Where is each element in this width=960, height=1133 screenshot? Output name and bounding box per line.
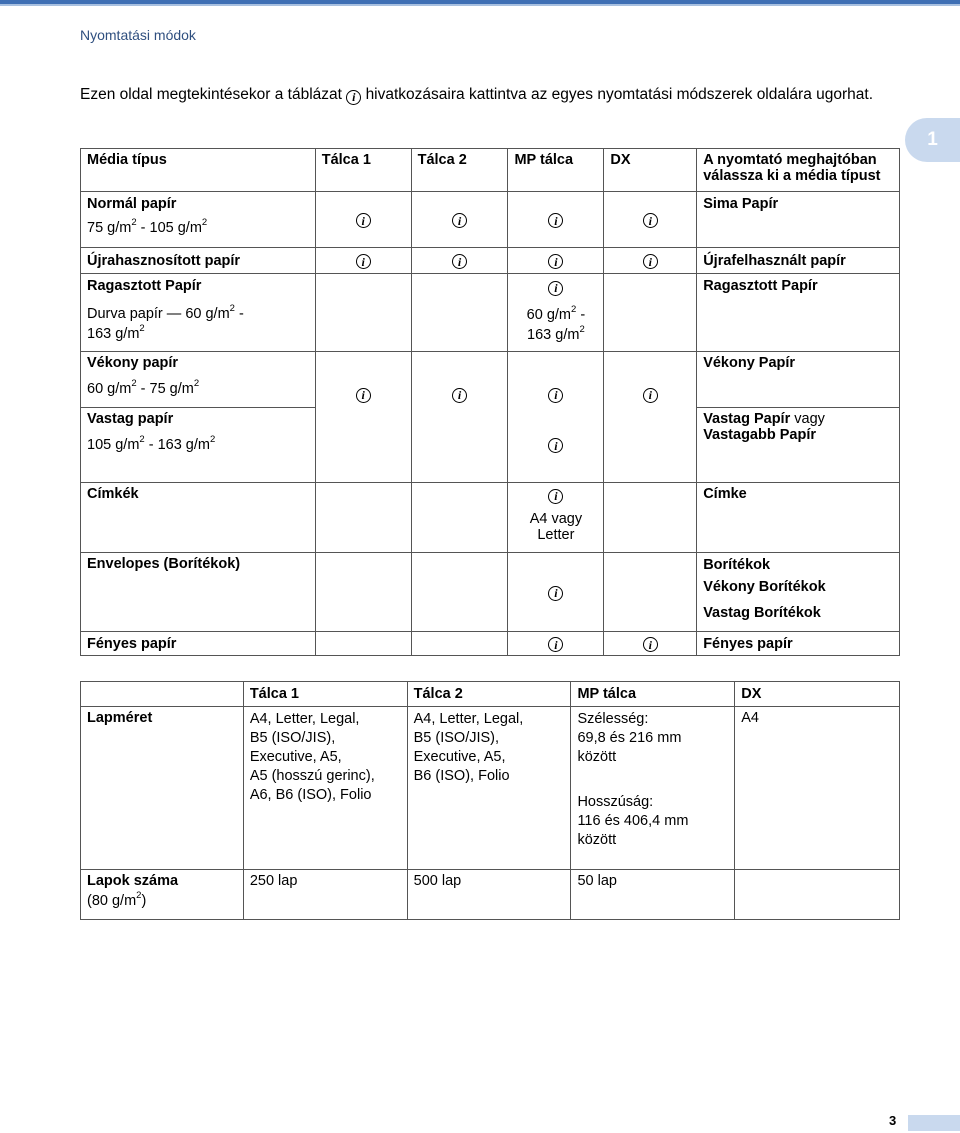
thick-weight: 105 $g/m^2 - 163$ $g/m^2$ bbox=[87, 434, 216, 453]
rough-mp-l1: 60 $g/m^2$ - bbox=[526, 303, 586, 323]
labels-driver: Címke bbox=[697, 483, 900, 553]
envelopes-driver-l1: Borítékok bbox=[703, 557, 771, 573]
paper-size-dx: A4 bbox=[735, 707, 900, 870]
envelopes-driver-l3: Vastag Borítékok bbox=[703, 605, 821, 621]
plain-mp[interactable] bbox=[508, 192, 604, 248]
col-tray1: Tálca 1 bbox=[315, 149, 411, 192]
row-plain-name bbox=[81, 192, 316, 248]
thick-driver-l1: Vastag Papír vagy bbox=[703, 411, 825, 427]
envelopes-tray1 bbox=[315, 553, 411, 632]
labels-mp[interactable] bbox=[508, 483, 604, 553]
table-row bbox=[81, 248, 900, 274]
glossy-driver: Fényes papír bbox=[697, 632, 900, 656]
sheets-tray1: 250 lap bbox=[243, 870, 407, 920]
table-row bbox=[81, 483, 900, 553]
paper-size-tray1 bbox=[243, 707, 407, 870]
info-icon[interactable] bbox=[548, 254, 563, 269]
glossy-tray2 bbox=[411, 632, 508, 656]
sheets-dx bbox=[735, 870, 900, 920]
envelopes-dx bbox=[604, 553, 697, 632]
bond-dx bbox=[604, 274, 697, 352]
info-icon[interactable] bbox=[643, 388, 658, 403]
glossy-name: Fényes papír bbox=[81, 632, 316, 656]
col-driver-l1: A nyomtató meghajtóban bbox=[703, 152, 877, 168]
section-title: Nyomtatási módok bbox=[80, 27, 196, 43]
table-row bbox=[81, 870, 900, 920]
plain-dx[interactable] bbox=[604, 192, 697, 248]
recycled-driver: Újrafelhasznált papír bbox=[697, 248, 900, 274]
info-icon[interactable] bbox=[356, 213, 371, 228]
thin-tray1[interactable] bbox=[315, 352, 411, 408]
labels-tray1 bbox=[315, 483, 411, 553]
intro-part1: Ezen oldal megtekintésekor a táblázat bbox=[80, 86, 342, 103]
thin-name bbox=[81, 352, 316, 408]
plain-weight: 75 $g/m^2 - 105$ $g/m^2$ bbox=[87, 217, 208, 236]
page-tab-bar bbox=[908, 1115, 960, 1131]
sheets-tray2: 500 lap bbox=[407, 870, 571, 920]
table-row bbox=[81, 707, 900, 870]
envelopes-tray2 bbox=[411, 553, 508, 632]
envelopes-driver-l2: Vékony Borítékok bbox=[703, 579, 826, 595]
col-empty bbox=[81, 682, 244, 707]
col-media: Média típus bbox=[81, 149, 316, 192]
rough-line2: 163 $g/m^2$ bbox=[87, 323, 145, 342]
list-item: Szélesség: bbox=[577, 711, 649, 727]
envelopes-driver bbox=[697, 553, 900, 632]
recycled-name: Újrahasznosított papír bbox=[81, 248, 316, 274]
sheets-label: Lapok száma bbox=[87, 873, 179, 889]
thin-tray2[interactable] bbox=[411, 352, 508, 408]
list-item: között bbox=[577, 832, 617, 848]
list-item: B5 (ISO/JIS), bbox=[249, 730, 336, 746]
col-mp: MP tálca bbox=[571, 682, 735, 707]
col-mp: MP tálca bbox=[508, 149, 604, 192]
info-icon[interactable] bbox=[548, 489, 563, 504]
thin-label: Vékony papír bbox=[87, 355, 179, 371]
list-item: között bbox=[577, 749, 617, 765]
bond-tray2 bbox=[411, 274, 508, 352]
info-icon[interactable] bbox=[548, 388, 563, 403]
bond-name bbox=[81, 274, 316, 352]
glossy-tray1 bbox=[315, 632, 411, 656]
info-icon[interactable] bbox=[643, 254, 658, 269]
table-row bbox=[81, 408, 900, 483]
glossy-dx[interactable] bbox=[604, 632, 697, 656]
paper-size-tray2 bbox=[407, 707, 571, 870]
table-row bbox=[81, 352, 900, 408]
col-tray2: Tálca 2 bbox=[411, 149, 508, 192]
info-icon[interactable] bbox=[452, 213, 467, 228]
list-spacer bbox=[577, 767, 728, 793]
recycled-dx[interactable] bbox=[604, 248, 697, 274]
list-item: Executive, A5, bbox=[413, 749, 506, 765]
col-dx: DX bbox=[735, 682, 900, 707]
media-type-table bbox=[80, 148, 900, 656]
thin-driver: Vékony Papír bbox=[697, 352, 900, 408]
info-icon[interactable] bbox=[548, 438, 563, 453]
table-row bbox=[81, 192, 900, 248]
table-header-row bbox=[81, 149, 900, 192]
recycled-tray2[interactable] bbox=[411, 248, 508, 274]
recycled-tray1[interactable] bbox=[315, 248, 411, 274]
sheets-sublabel: (80 $g/m^2$) bbox=[87, 890, 147, 909]
chapter-tab[interactable]: 1 bbox=[905, 118, 960, 162]
paper-size-label: Lapméret bbox=[81, 707, 244, 870]
info-icon[interactable] bbox=[548, 637, 563, 652]
plain-tray1[interactable] bbox=[315, 192, 411, 248]
list-item: A4, Letter, Legal, bbox=[413, 711, 524, 727]
info-icon[interactable] bbox=[643, 637, 658, 652]
thin-weight: 60 $g/m^2 - 75$ $g/m^2$ bbox=[87, 378, 200, 397]
info-icon[interactable] bbox=[548, 586, 563, 601]
list-item: 116 és 406,4 mm bbox=[577, 813, 689, 829]
bond-tray1 bbox=[315, 274, 411, 352]
info-icon[interactable] bbox=[452, 254, 467, 269]
intro-text bbox=[80, 85, 910, 105]
labels-mp-l2: Letter bbox=[537, 526, 575, 543]
list-item: A6, B6 (ISO), Folio bbox=[249, 787, 372, 803]
col-tray2: Tálca 2 bbox=[407, 682, 571, 707]
thick-driver-l2: Vastagabb Papír bbox=[703, 427, 817, 443]
table-row bbox=[81, 553, 900, 632]
page-number: 3 bbox=[889, 1113, 897, 1128]
bond-label: Ragasztott Papír bbox=[87, 278, 202, 294]
info-icon[interactable] bbox=[452, 388, 467, 403]
rough-mp-l2: 163 $g/m^2$ bbox=[527, 323, 585, 343]
info-icon[interactable] bbox=[643, 213, 658, 228]
plain-driver: Sima Papír bbox=[697, 192, 900, 248]
thick-driver bbox=[697, 408, 900, 483]
info-icon[interactable] bbox=[548, 281, 563, 296]
col-driver-l2: válassza ki a média típust bbox=[703, 168, 881, 184]
info-icon[interactable] bbox=[356, 254, 371, 269]
labels-mp-l1: A4 vagy bbox=[529, 510, 583, 527]
thick-mp[interactable] bbox=[508, 408, 604, 483]
plain-label: Normál papír bbox=[87, 196, 177, 212]
thick-tray2 bbox=[411, 408, 508, 483]
list-item: Executive, A5, bbox=[249, 749, 342, 765]
col-dx: DX bbox=[604, 149, 697, 192]
envelopes-name: Envelopes (Borítékok) bbox=[81, 553, 316, 632]
col-tray1: Tálca 1 bbox=[243, 682, 407, 707]
labels-name: Címkék bbox=[81, 483, 316, 553]
top-rule-shadow bbox=[0, 4, 960, 6]
info-icon[interactable] bbox=[356, 388, 371, 403]
thick-name bbox=[81, 408, 316, 483]
rough-line1: Durva papír — 60 $g/m^2$ - bbox=[87, 303, 244, 322]
sheets-label-cell bbox=[81, 870, 244, 920]
paper-size-table bbox=[80, 681, 900, 920]
list-item: A4, Letter, Legal, bbox=[249, 711, 360, 727]
glossy-mp[interactable] bbox=[508, 632, 604, 656]
paper-size-mp bbox=[571, 707, 735, 870]
thick-dx bbox=[604, 408, 697, 483]
list-item: B5 (ISO/JIS), bbox=[413, 730, 500, 746]
table-row bbox=[81, 632, 900, 656]
thick-tray1 bbox=[315, 408, 411, 483]
recycled-mp[interactable] bbox=[508, 248, 604, 274]
list-item: A5 (hosszú gerinc), bbox=[249, 768, 375, 784]
info-icon bbox=[346, 90, 361, 105]
info-icon[interactable] bbox=[548, 213, 563, 228]
thin-dx[interactable] bbox=[604, 352, 697, 408]
thick-label: Vastag papír bbox=[87, 411, 174, 427]
table-row bbox=[81, 274, 900, 352]
list-item: 69,8 és 216 mm bbox=[577, 730, 682, 746]
list-item: Hosszúság: bbox=[577, 794, 654, 810]
bond-driver: Ragasztott Papír bbox=[697, 274, 900, 352]
thin-mp[interactable] bbox=[508, 352, 604, 408]
col-driver bbox=[697, 149, 900, 192]
intro-part2: hivatkozásaira kattintva az egyes nyomtatási módszerek oldalára ugorhat. bbox=[365, 86, 874, 103]
bond-mp[interactable] bbox=[508, 274, 604, 352]
labels-tray2 bbox=[411, 483, 508, 553]
table-header-row bbox=[81, 682, 900, 707]
labels-dx bbox=[604, 483, 697, 553]
envelopes-mp[interactable] bbox=[508, 553, 604, 632]
plain-tray2[interactable] bbox=[411, 192, 508, 248]
list-item: B6 (ISO), Folio bbox=[413, 768, 510, 784]
sheets-mp: 50 lap bbox=[571, 870, 735, 920]
